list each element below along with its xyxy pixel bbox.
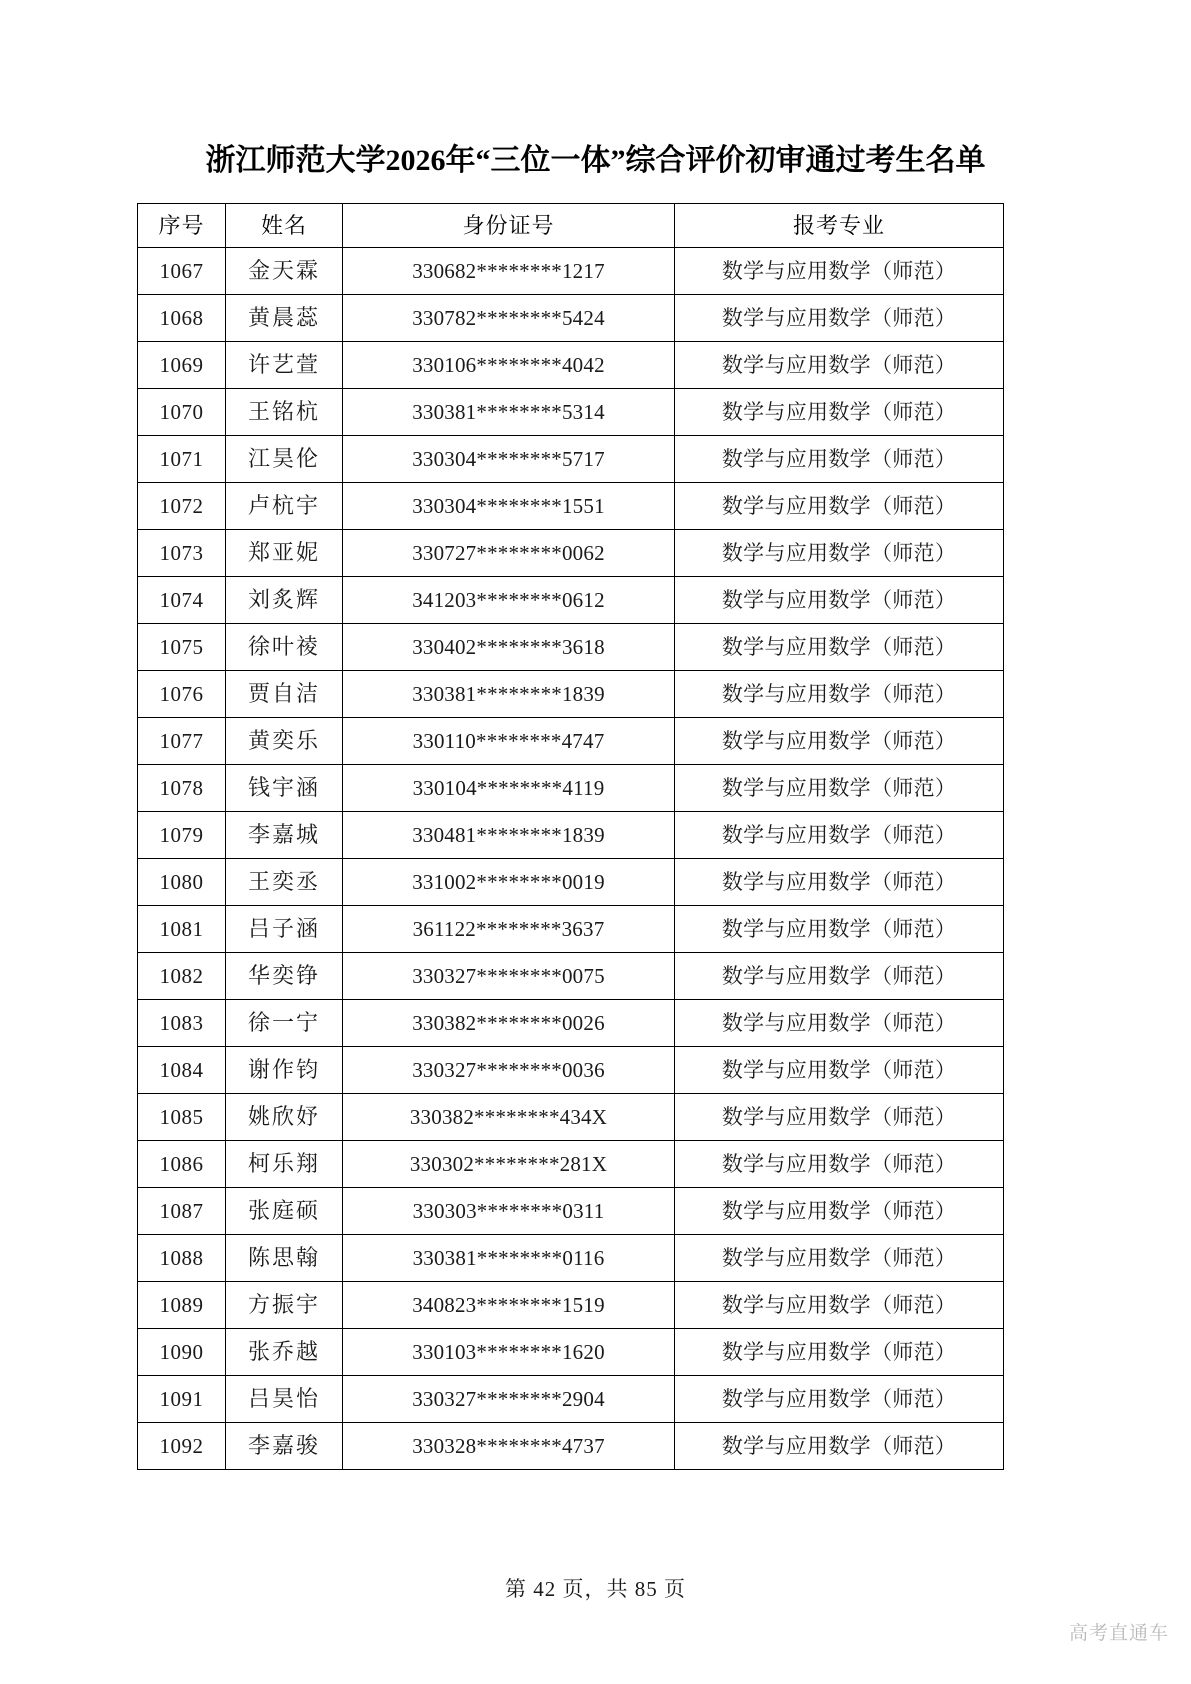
cell-id: 330327********0075 xyxy=(343,953,675,1000)
cell-major: 数学与应用数学（师范） xyxy=(675,859,1004,906)
cell-major: 数学与应用数学（师范） xyxy=(675,671,1004,718)
cell-name: 吕昊怡 xyxy=(226,1376,343,1423)
table-row xyxy=(138,859,1004,906)
cell-seq: 1078 xyxy=(138,765,226,812)
cell-id: 330327********0036 xyxy=(343,1047,675,1094)
roster-table xyxy=(137,203,1004,1470)
cell-seq: 1089 xyxy=(138,1282,226,1329)
cell-seq: 1081 xyxy=(138,906,226,953)
cell-name: 金天霖 xyxy=(226,248,343,295)
cell-id: 330382********434X xyxy=(343,1094,675,1141)
cell-major: 数学与应用数学（师范） xyxy=(675,765,1004,812)
table-row xyxy=(138,1094,1004,1141)
cell-name: 黄晨蕊 xyxy=(226,295,343,342)
column-header-seq: 序号 xyxy=(138,204,226,248)
cell-id: 330381********0116 xyxy=(343,1235,675,1282)
table-row xyxy=(138,1188,1004,1235)
cell-seq: 1087 xyxy=(138,1188,226,1235)
cell-major: 数学与应用数学（师范） xyxy=(675,1094,1004,1141)
cell-name: 李嘉骏 xyxy=(226,1423,343,1470)
cell-seq: 1069 xyxy=(138,342,226,389)
cell-major: 数学与应用数学（师范） xyxy=(675,1423,1004,1470)
watermark-label: 高考直通车 xyxy=(1068,1623,1169,1644)
roster-table-container xyxy=(137,203,1003,1470)
cell-id: 330402********3618 xyxy=(343,624,675,671)
table-row xyxy=(138,812,1004,859)
cell-name: 陈思翰 xyxy=(226,1235,343,1282)
cell-name: 张庭硕 xyxy=(226,1188,343,1235)
table-row xyxy=(138,1423,1004,1470)
cell-name: 江昊伦 xyxy=(226,436,343,483)
cell-seq: 1072 xyxy=(138,483,226,530)
cell-major: 数学与应用数学（师范） xyxy=(675,295,1004,342)
cell-id: 330304********5717 xyxy=(343,436,675,483)
cell-id: 330682********1217 xyxy=(343,248,675,295)
cell-seq: 1071 xyxy=(138,436,226,483)
cell-seq: 1091 xyxy=(138,1376,226,1423)
cell-name: 张乔越 xyxy=(226,1329,343,1376)
cell-name: 徐一宁 xyxy=(226,1000,343,1047)
cell-seq: 1076 xyxy=(138,671,226,718)
cell-major: 数学与应用数学（师范） xyxy=(675,1047,1004,1094)
table-row xyxy=(138,765,1004,812)
cell-major: 数学与应用数学（师范） xyxy=(675,1000,1004,1047)
cell-id: 330103********1620 xyxy=(343,1329,675,1376)
cell-major: 数学与应用数学（师范） xyxy=(675,812,1004,859)
cell-seq: 1068 xyxy=(138,295,226,342)
cell-id: 330302********281X xyxy=(343,1141,675,1188)
cell-major: 数学与应用数学（师范） xyxy=(675,718,1004,765)
cell-id: 330481********1839 xyxy=(343,812,675,859)
cell-seq: 1085 xyxy=(138,1094,226,1141)
cell-seq: 1070 xyxy=(138,389,226,436)
cell-name: 王铭杭 xyxy=(226,389,343,436)
cell-major: 数学与应用数学（师范） xyxy=(675,530,1004,577)
cell-seq: 1082 xyxy=(138,953,226,1000)
table-row xyxy=(138,1000,1004,1047)
cell-name: 柯乐翔 xyxy=(226,1141,343,1188)
cell-name: 谢作钧 xyxy=(226,1047,343,1094)
column-header-id: 身份证号 xyxy=(343,204,675,248)
cell-seq: 1067 xyxy=(138,248,226,295)
cell-major: 数学与应用数学（师范） xyxy=(675,248,1004,295)
cell-id: 341203********0612 xyxy=(343,577,675,624)
table-row xyxy=(138,248,1004,295)
table-body xyxy=(138,248,1004,1470)
column-header-major: 报考专业 xyxy=(675,204,1004,248)
cell-id: 330106********4042 xyxy=(343,342,675,389)
table-row xyxy=(138,295,1004,342)
table-row xyxy=(138,389,1004,436)
cell-id: 330328********4737 xyxy=(343,1423,675,1470)
cell-major: 数学与应用数学（师范） xyxy=(675,1141,1004,1188)
cell-major: 数学与应用数学（师范） xyxy=(675,1235,1004,1282)
table-row xyxy=(138,1047,1004,1094)
cell-seq: 1080 xyxy=(138,859,226,906)
cell-major: 数学与应用数学（师范） xyxy=(675,1282,1004,1329)
table-row xyxy=(138,1329,1004,1376)
cell-seq: 1092 xyxy=(138,1423,226,1470)
cell-major: 数学与应用数学（师范） xyxy=(675,1376,1004,1423)
cell-name: 刘炙辉 xyxy=(226,577,343,624)
table-row xyxy=(138,906,1004,953)
table-row xyxy=(138,1235,1004,1282)
cell-name: 王奕丞 xyxy=(226,859,343,906)
column-header-name: 姓名 xyxy=(226,204,343,248)
cell-id: 330304********1551 xyxy=(343,483,675,530)
cell-name: 吕子涵 xyxy=(226,906,343,953)
page-title: 浙江师范大学2026年“三位一体”综合评价初审通过考生名单 xyxy=(205,144,986,177)
table-row xyxy=(138,436,1004,483)
cell-seq: 1083 xyxy=(138,1000,226,1047)
cell-seq: 1086 xyxy=(138,1141,226,1188)
cell-major: 数学与应用数学（师范） xyxy=(675,342,1004,389)
table-row xyxy=(138,718,1004,765)
cell-id: 330381********1839 xyxy=(343,671,675,718)
cell-major: 数学与应用数学（师范） xyxy=(675,483,1004,530)
cell-id: 330303********0311 xyxy=(343,1188,675,1235)
table-row xyxy=(138,953,1004,1000)
cell-name: 徐叶祾 xyxy=(226,624,343,671)
cell-major: 数学与应用数学（师范） xyxy=(675,389,1004,436)
cell-major: 数学与应用数学（师范） xyxy=(675,1329,1004,1376)
cell-name: 李嘉城 xyxy=(226,812,343,859)
cell-major: 数学与应用数学（师范） xyxy=(675,624,1004,671)
cell-id: 330782********5424 xyxy=(343,295,675,342)
cell-id: 330727********0062 xyxy=(343,530,675,577)
cell-name: 卢杭宇 xyxy=(226,483,343,530)
cell-seq: 1074 xyxy=(138,577,226,624)
table-row xyxy=(138,577,1004,624)
table-row xyxy=(138,530,1004,577)
table-header xyxy=(138,204,1004,248)
cell-id: 330381********5314 xyxy=(343,389,675,436)
cell-seq: 1077 xyxy=(138,718,226,765)
table-row xyxy=(138,1141,1004,1188)
cell-seq: 1088 xyxy=(138,1235,226,1282)
cell-id: 340823********1519 xyxy=(343,1282,675,1329)
cell-name: 华奕铮 xyxy=(226,953,343,1000)
cell-name: 姚欣妤 xyxy=(226,1094,343,1141)
page-number-footer: 第 42 页，共 85 页 xyxy=(505,1577,686,1601)
table-row xyxy=(138,671,1004,718)
cell-seq: 1079 xyxy=(138,812,226,859)
cell-major: 数学与应用数学（师范） xyxy=(675,953,1004,1000)
cell-seq: 1075 xyxy=(138,624,226,671)
cell-id: 331002********0019 xyxy=(343,859,675,906)
cell-id: 330104********4119 xyxy=(343,765,675,812)
cell-major: 数学与应用数学（师范） xyxy=(675,577,1004,624)
cell-name: 方振宇 xyxy=(226,1282,343,1329)
cell-id: 330110********4747 xyxy=(343,718,675,765)
cell-seq: 1073 xyxy=(138,530,226,577)
cell-name: 钱宇涵 xyxy=(226,765,343,812)
cell-name: 许艺萱 xyxy=(226,342,343,389)
cell-major: 数学与应用数学（师范） xyxy=(675,1188,1004,1235)
cell-name: 贾自洁 xyxy=(226,671,343,718)
cell-id: 361122********3637 xyxy=(343,906,675,953)
table-row xyxy=(138,1282,1004,1329)
table-row xyxy=(138,1376,1004,1423)
cell-major: 数学与应用数学（师范） xyxy=(675,436,1004,483)
cell-seq: 1084 xyxy=(138,1047,226,1094)
cell-id: 330327********2904 xyxy=(343,1376,675,1423)
cell-id: 330382********0026 xyxy=(343,1000,675,1047)
cell-name: 郑亚妮 xyxy=(226,530,343,577)
table-row xyxy=(138,624,1004,671)
table-row xyxy=(138,483,1004,530)
cell-seq: 1090 xyxy=(138,1329,226,1376)
cell-name: 黄奕乐 xyxy=(226,718,343,765)
table-header-row xyxy=(138,204,1004,248)
cell-major: 数学与应用数学（师范） xyxy=(675,906,1004,953)
table-row xyxy=(138,342,1004,389)
